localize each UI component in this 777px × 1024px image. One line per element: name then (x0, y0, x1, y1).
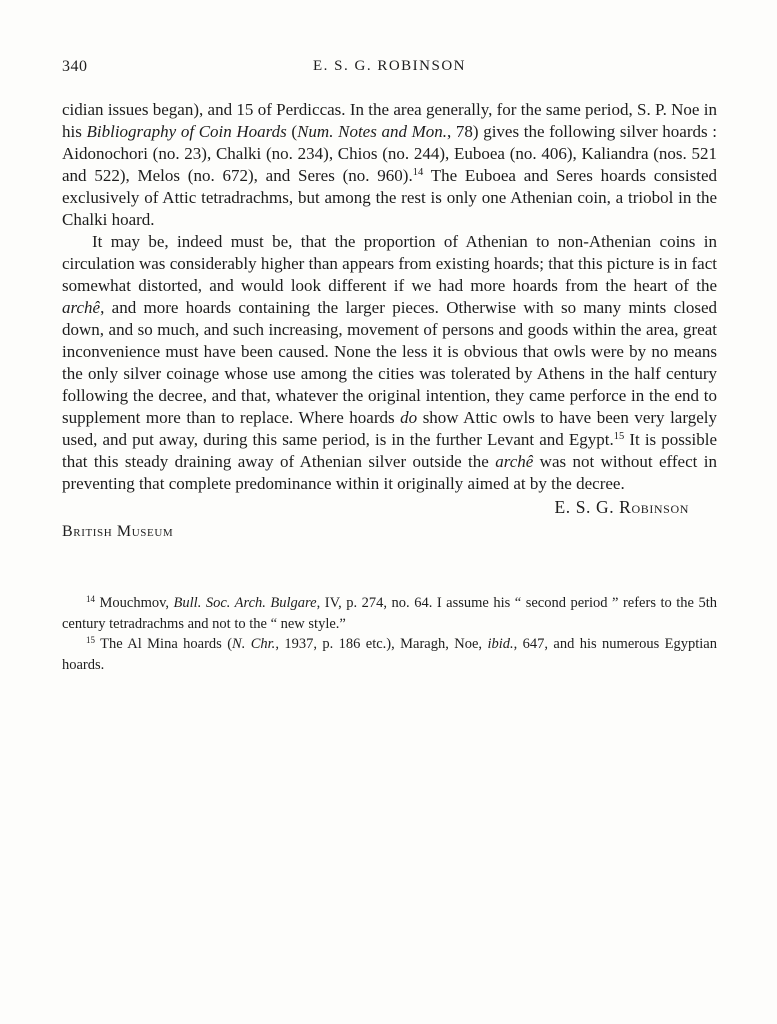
footnote-marker: 14 (412, 167, 424, 179)
paragraphs (62, 99, 717, 495)
italic-text: Bibliography of Coin Hoards (86, 122, 287, 141)
text-run: , 78) gives the following silver hoards : Aidonochori (no. 23), Chalki (no. 234), Chios (no. 244), Euboea (no. 406), Kaliandra (nos. 521 and 522), Melos (no. 672), and Seres (no. 960). (62, 122, 717, 185)
footnote (62, 593, 717, 634)
italic-text: archê (495, 452, 534, 471)
footnote-list (62, 593, 717, 675)
page-header (62, 58, 717, 75)
italic-text: Num. Notes and Mon. (297, 122, 448, 141)
text-run: It may be, indeed must be, that the proportion of Athenian to non-Athenian coins in circulation was considerably higher than appears from existing hoards; that this picture is in fact somewhat distorted, and would look different if we had more hoards from the heart of the (62, 232, 717, 295)
text-run: It is possible that this steady draining away of Athenian silver outside the (62, 430, 717, 471)
text-run: , IV, p. 274, no. 64. I assume his “ second period ” refers to the 5th century tetradrachms and not to the “ new style.” (62, 595, 717, 632)
footnote-marker: 15 (613, 431, 625, 443)
paragraph (62, 231, 717, 495)
page-number: 340 (62, 58, 88, 75)
paragraph (62, 99, 717, 231)
text-run: , 1937, p. 186 etc.), Maragh, Noe, (275, 636, 488, 652)
author-signature: E. S. G. Robinson (554, 497, 689, 517)
footnote-marker: 14 (86, 594, 95, 605)
italic-text: do (400, 408, 418, 427)
text-run: , and more hoards containing the larger pieces. Otherwise with so many mints closed down, and so much, and such increasing, movement of persons and goods within the area, great inconvenience must have been caused. None the less it is obvious that owls were by no means the only silver coinage whose use among the cities was tolerated by Athens in the half century following the decree, and that, whatever the original intention, they came perforce in the end to supplement more than to replace. Where hoards (62, 298, 717, 427)
footnote (62, 634, 717, 675)
text-run: was not without effect in preventing that complete predominance within it originally aimed at by the decree. (62, 452, 717, 493)
article-body (62, 99, 717, 543)
text-run: The Euboea and Seres hoards consisted exclusively of Attic tetradrachms, but among the rest is only one Athenian coin, a triobol in the Chalki hoard. (62, 166, 717, 229)
text-run: ( (286, 122, 298, 141)
footnote-marker: 15 (86, 635, 95, 646)
text-run: cidian issues began), and 15 of Perdiccas. In the area generally, for the same period, S. P. Noe in his (62, 100, 717, 141)
running-head: E. S. G. ROBINSON (312, 58, 466, 74)
text-run: , 647, and his numerous Egyptian hoards. (62, 636, 717, 673)
text-run: Mouchmov, (94, 595, 174, 611)
italic-text: Bull. Soc. Arch. Bulgare (173, 595, 317, 611)
italic-text: N. Chr. (232, 636, 276, 652)
italic-text: ibid. (487, 636, 514, 652)
text-run: The Al Mina hoards ( (94, 636, 233, 652)
italic-text: archê (62, 298, 101, 317)
text-run: show Attic owls to have been very largely used, and put away, during this same period, is in the further Levant and Egypt. (62, 408, 717, 449)
author-institution: British Museum (62, 523, 174, 540)
footnotes-section (62, 593, 717, 675)
